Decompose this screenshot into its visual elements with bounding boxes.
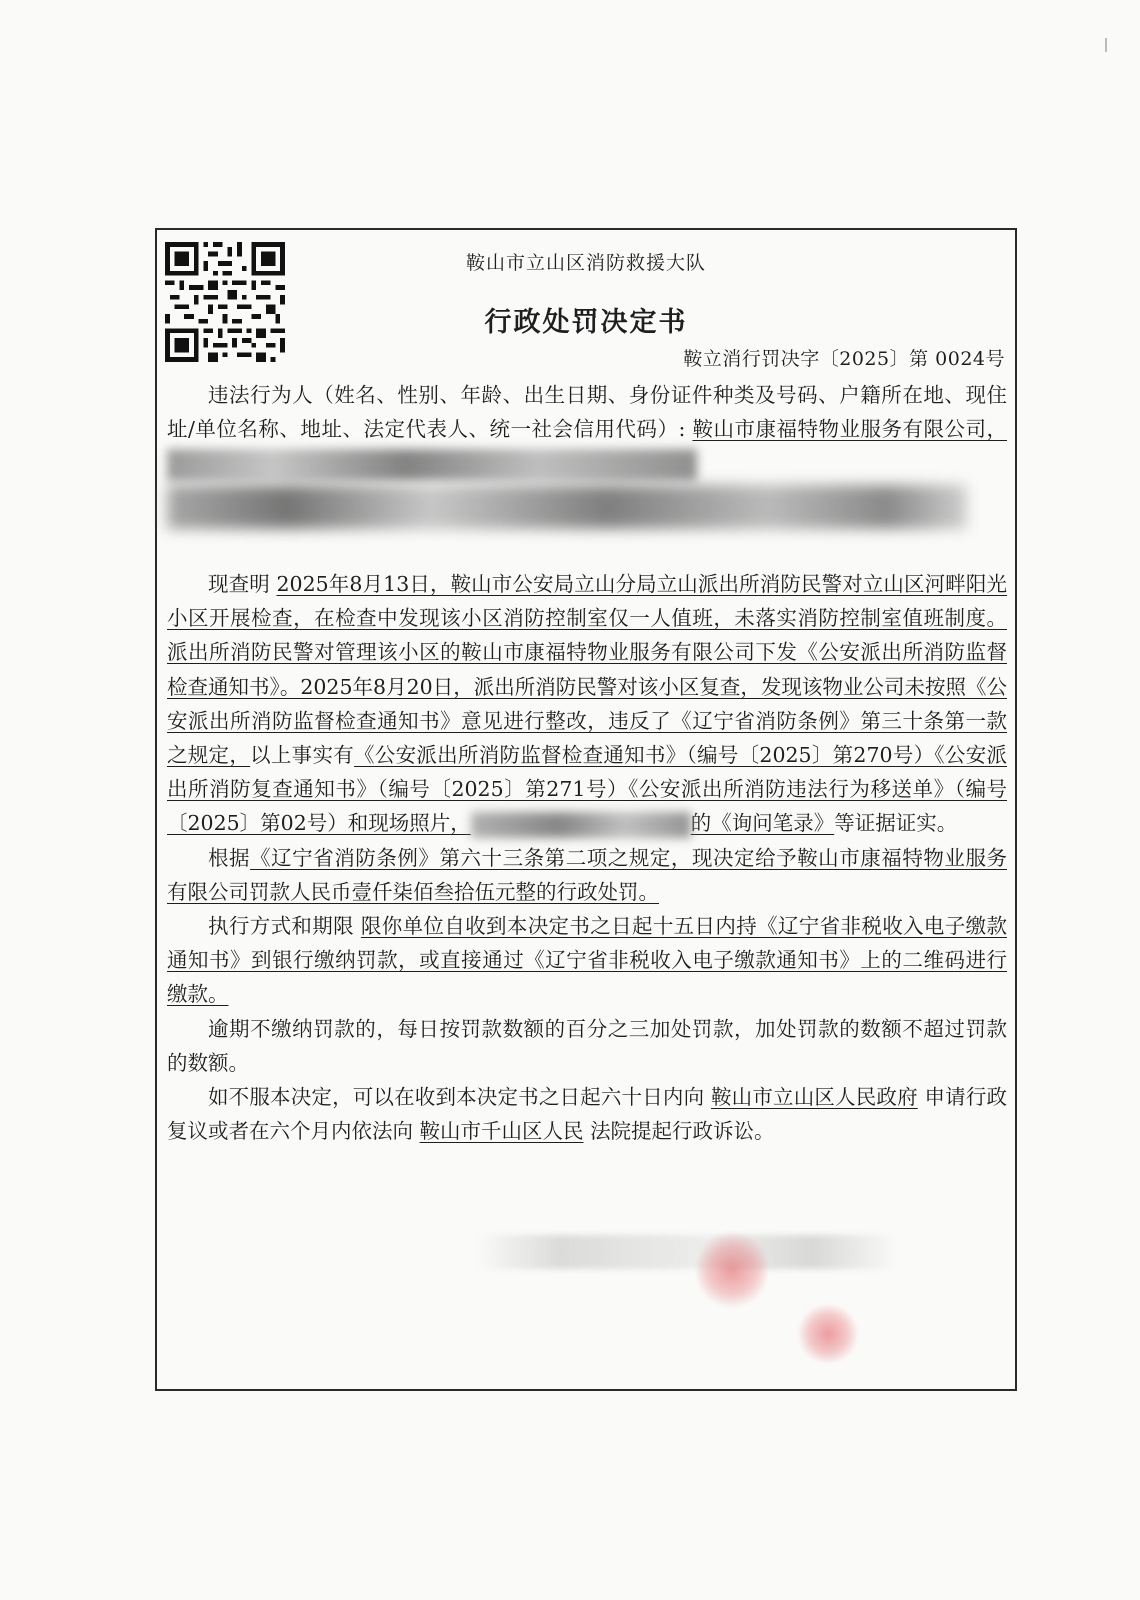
document-number: 鞍立消行罚决字〔2025〕第 0024号	[683, 348, 1005, 370]
party-label: 违法行为人（姓名、性别、年龄、出生日期、身份证件种类及号码、户籍所在地、现住址/单位名称、地址、法定代表人、统一社会信用代码）:	[167, 383, 1007, 442]
evidence-record: 的《询问笔录》	[690, 811, 835, 836]
document-body	[167, 378, 1007, 1148]
document-title: 行政处罚决定书	[484, 307, 688, 338]
issuer-name: 鞍山市立山区消防救援大队	[465, 252, 706, 274]
appeal-text-1: 如不服本决定，可以在收到本决定书之日起六十日内向	[208, 1084, 705, 1109]
scan-mark	[1105, 38, 1107, 52]
appeal-paragraph	[167, 1080, 1007, 1148]
execution-label: 执行方式和期限	[208, 913, 354, 938]
facts-paragraph	[167, 567, 1007, 841]
party-name: 鞍山市康福特物业服务有限公司，	[692, 417, 1008, 442]
execution-text: 限你单位自收到本决定书之日起十五日内持《辽宁省非税收入电子缴款通知书》到银行缴纳罚款，或直接通过《辽宁省非税收入电子缴款通知书》上的二维码进行缴款。	[167, 913, 1007, 1007]
facts-text: 2025年8月13日，鞍山市公安局立山分局立山派出所消防民警对立山区河畔阳光小区开展检查，在检查中发现该小区消防控制室仅一人值班，未落实消防控制室值班制度。派出所消防民警对管理该小区的鞍山市康福特物业服务有限公司下发《公安派出所消防监督检查通知书》。2025年8月20日，派出所消防民警对该小区复查，发现该物业公司未按照《公安派出所消防监督检查通知书》意见进行整改，违反了《辽宁省消防条例》第三十条第一款之规定，	[167, 571, 1007, 767]
decision-paragraph	[167, 841, 1007, 909]
evidence-tail: 等证据证实。	[834, 811, 958, 836]
red-seal-stamp	[797, 1305, 859, 1363]
appeal-court: 鞍山市千山区人民	[419, 1119, 584, 1144]
document-frame	[155, 228, 1017, 1391]
appeal-government: 鞍山市立山区人民政府	[710, 1084, 918, 1109]
redacted-block	[471, 812, 691, 838]
bleed-through-text	[477, 1235, 897, 1269]
execution-paragraph	[167, 909, 1007, 1012]
decision-text: 《辽宁省消防条例》第六十三条第二项之规定，现决定给予鞍山市康福特物业服务有限公司罚款人民币壹仟柒佰叁拾伍元整的行政处罚。	[167, 845, 1008, 904]
evidence-list: 《公安派出所消防监督检查通知书》（编号〔2025〕第270号）《公安派出所消防复查通知书》（编号〔2025〕第271号）《公安派出所消防违法行为移送单》（编号〔2025〕第02号）和现场照片，	[167, 742, 1007, 836]
decision-label: 根据	[208, 845, 251, 870]
party-paragraph	[167, 378, 1007, 481]
evidence-label: 以上事实有	[250, 742, 355, 767]
facts-label: 现查明	[208, 571, 270, 596]
appeal-text-3: 法院提起行政诉讼。	[590, 1119, 775, 1144]
appeal-text-2: 申请行政复议或者在六个月内依法向	[167, 1084, 1008, 1144]
redacted-block	[167, 485, 967, 529]
redacted-block	[167, 449, 697, 481]
overdue-paragraph: 逾期不缴纳罚款的，每日按罚款数额的百分之三加处罚款，加处罚款的数额不超过罚款的数额。	[167, 1016, 1007, 1075]
red-seal-stamp	[697, 1230, 767, 1310]
